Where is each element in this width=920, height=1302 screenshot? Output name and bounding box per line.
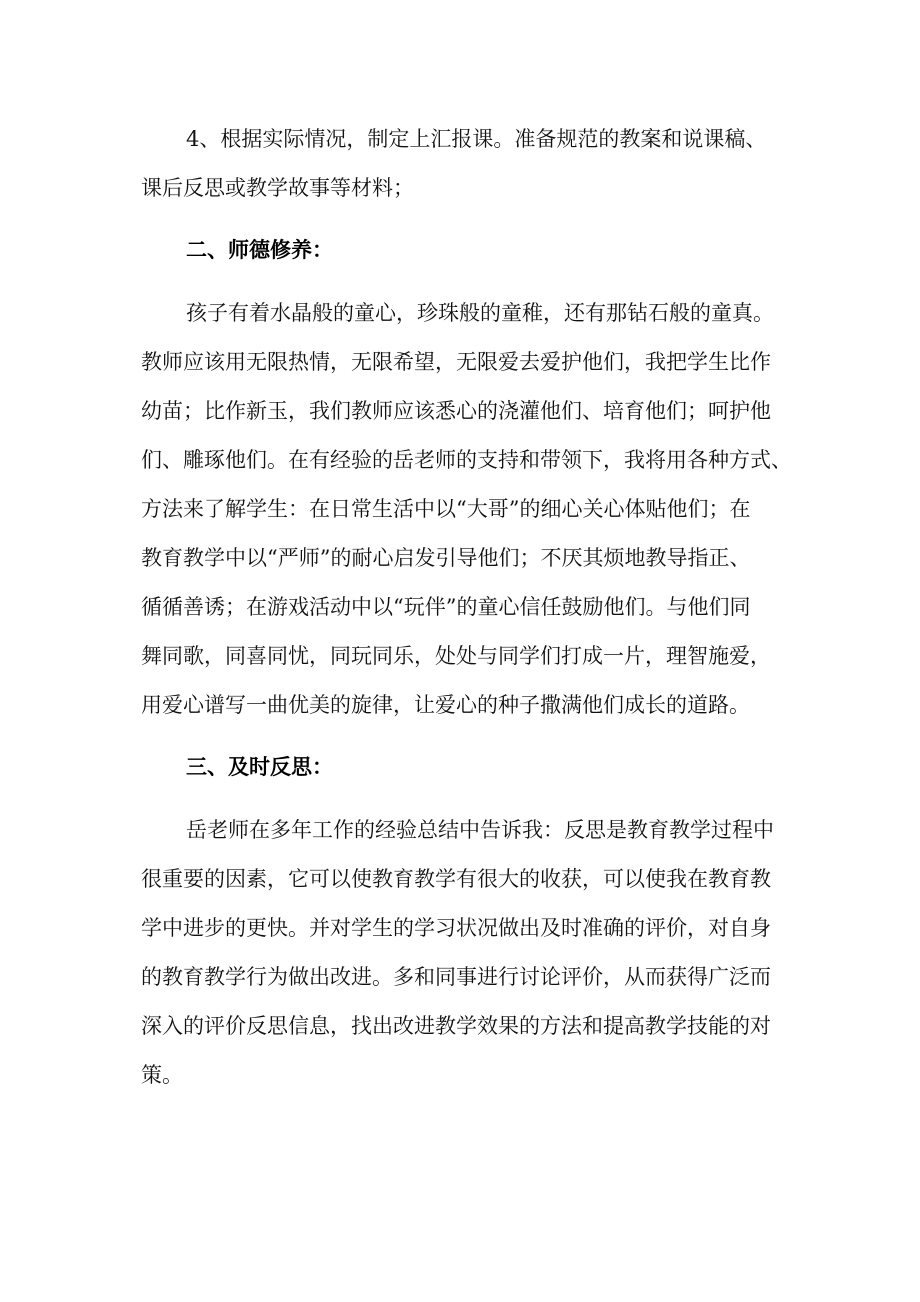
text-line: 方法来了解学生：在日常生活中以“大哥”的细心关心体贴他们；在 bbox=[141, 497, 751, 521]
section-heading-timely-reflection: 三、及时反思： bbox=[186, 755, 333, 779]
text-line: 策。 bbox=[141, 1063, 183, 1087]
text-line: 用爱心谱写一曲优美的旋律，让爱心的种子撒满他们成长的道路。 bbox=[141, 693, 750, 717]
text-line: 深入的评价反思信息，找出改进教学效果的方法和提高教学技能的对 bbox=[141, 1014, 771, 1038]
section-heading-teacher-ethics: 二、师德修养： bbox=[186, 238, 333, 262]
text-line: 教育教学中以“严师”的耐心启发引导他们；不厌其烦地教导指正、 bbox=[141, 546, 751, 570]
text-line: 孩子有着水晶般的童心，珍珠般的童稚，还有那钻石般的童真。 bbox=[186, 301, 774, 325]
text-line: 的教育教学行为做出改进。多和同事进行讨论评价，从而获得广泛而 bbox=[141, 965, 771, 989]
text-line: 循循善诱；在游戏活动中以“玩伴”的童心信任鼓励他们。与他们同 bbox=[141, 595, 751, 619]
text-line: 教师应该用无限热情，无限希望，无限爱去爱护他们，我把学生比作 bbox=[141, 350, 771, 374]
text-line: 4、根据实际情况，制定上汇报课。准备规范的教案和说课稿、 bbox=[186, 127, 767, 151]
text-line: 幼苗；比作新玉，我们教师应该悉心的浇灌他们、培育他们；呵护他 bbox=[141, 399, 771, 423]
text-line: 岳老师在多年工作的经验总结中告诉我：反思是教育教学过程中 bbox=[186, 818, 774, 842]
text-line: 学中进步的更快。并对学生的学习状况做出及时准确的评价，对自身 bbox=[141, 916, 771, 940]
text-line: 课后反思或教学故事等材料； bbox=[141, 176, 414, 200]
text-line: 舞同歌，同喜同忧，同玩同乐，处处与同学们打成一片，理智施爱， bbox=[141, 644, 771, 668]
text-line: 很重要的因素，它可以使教育教学有很大的收获，可以使我在教育教 bbox=[141, 867, 771, 891]
text-line: 们、雕琢他们。在有经验的岳老师的支持和带领下，我将用各种方式、 bbox=[141, 448, 792, 472]
